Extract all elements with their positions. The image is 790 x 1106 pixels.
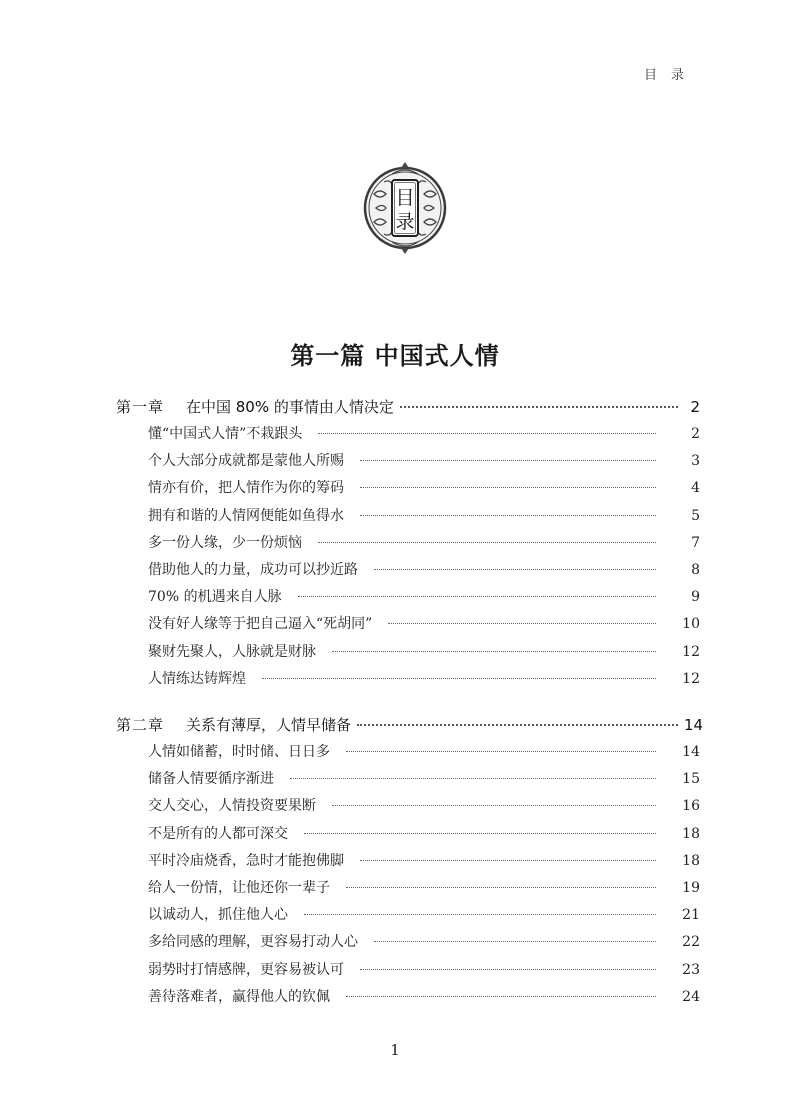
dot-leader xyxy=(304,914,656,915)
toc-entry[interactable] xyxy=(148,795,700,822)
entry-title: 善待落难者，赢得他人的钦佩 xyxy=(148,988,330,1005)
toc-entry[interactable] xyxy=(148,559,700,586)
dot-leader xyxy=(400,406,678,408)
toc-chapter-2 xyxy=(116,714,704,1013)
entry-page: 2 xyxy=(691,426,700,442)
entry-page: 18 xyxy=(682,825,700,842)
dot-leader xyxy=(388,623,656,624)
toc-entry[interactable] xyxy=(148,505,700,532)
entry-title: 聚财先聚人，人脉就是财脉 xyxy=(148,643,316,660)
entry-title: 给人一份情，让他还你一辈子 xyxy=(148,879,330,896)
entry-page: 24 xyxy=(682,988,700,1005)
entry-page: 23 xyxy=(682,961,700,978)
emblem-char-2: 录 xyxy=(395,211,415,233)
dot-leader xyxy=(346,887,656,888)
entry-page: 15 xyxy=(682,771,700,788)
running-header: 目录 xyxy=(643,68,698,83)
toc-chapter-1 xyxy=(116,396,700,695)
toc-entry[interactable] xyxy=(148,477,700,504)
toc-entry[interactable] xyxy=(148,586,700,613)
entry-page: 4 xyxy=(691,480,700,497)
toc-entry[interactable] xyxy=(148,986,700,1013)
toc-entry[interactable] xyxy=(148,641,700,668)
entry-title: 多一份人缘，少一份烦恼 xyxy=(148,534,302,551)
dot-leader xyxy=(346,996,656,997)
entry-title: 不是所有的人都可深交 xyxy=(148,825,288,842)
entry-page: 5 xyxy=(691,507,700,524)
entry-title: 没有好人缘等于把自己逼入“死胡同” xyxy=(148,616,373,633)
toc-entry[interactable] xyxy=(148,823,700,850)
entry-page: 19 xyxy=(682,879,700,896)
chapter-number: 第一章 xyxy=(116,398,165,416)
dot-leader xyxy=(332,651,656,652)
entry-page: 16 xyxy=(682,798,700,815)
entry-title: 人情如储蓄，时时储、日日多 xyxy=(148,744,330,760)
entry-title: 储备人情要循序渐进 xyxy=(148,771,274,788)
toc-entry[interactable] xyxy=(148,532,700,559)
toc-entry[interactable] xyxy=(148,877,700,904)
toc-entry[interactable] xyxy=(148,904,700,931)
entry-page: 3 xyxy=(691,453,700,470)
entry-title: 以诚动人，抓住他人心 xyxy=(148,907,288,924)
dot-leader xyxy=(360,460,656,461)
entry-title: 平时冷庙烧香，急时才能抱佛脚 xyxy=(148,852,344,869)
dot-leader xyxy=(298,596,656,597)
entry-title: 借助他人的力量，成功可以抄近路 xyxy=(148,561,358,578)
dot-leader xyxy=(360,969,656,970)
dot-leader xyxy=(346,751,656,752)
toc-entry[interactable] xyxy=(148,959,700,986)
toc-entry[interactable] xyxy=(148,741,700,768)
entry-page: 12 xyxy=(682,670,700,687)
entry-title: 70% 的机遇来自人脉 xyxy=(148,589,282,606)
dot-leader xyxy=(318,542,656,543)
entry-page: 7 xyxy=(691,534,700,551)
entry-title: 交人交心，人情投资要果断 xyxy=(148,798,316,815)
dot-leader xyxy=(262,678,656,679)
dot-leader xyxy=(360,860,656,861)
toc-entry[interactable] xyxy=(148,850,700,877)
chapter-title: 关系有薄厚，人情早储备 xyxy=(186,716,352,734)
dot-leader xyxy=(332,805,656,806)
chapter-page: 14 xyxy=(684,716,704,734)
entry-page: 10 xyxy=(682,616,700,633)
entry-page: 22 xyxy=(682,934,700,951)
entry-page: 12 xyxy=(682,643,700,660)
entry-title: 懂“中国式人情”不栽跟头 xyxy=(148,426,303,442)
chapter-page: 2 xyxy=(690,398,700,416)
entry-page: 18 xyxy=(682,852,700,869)
toc-entry[interactable] xyxy=(148,768,700,795)
toc-entry[interactable] xyxy=(148,613,700,640)
toc-emblem xyxy=(362,158,448,258)
toc-entry[interactable] xyxy=(148,450,700,477)
entry-title: 拥有和谐的人情网便能如鱼得水 xyxy=(148,507,344,524)
dot-leader xyxy=(360,487,656,488)
chapter-number: 第二章 xyxy=(116,716,165,734)
entry-title: 个人大部分成就都是蒙他人所赐 xyxy=(148,453,344,470)
dot-leader xyxy=(360,515,656,516)
emblem-char-1: 目 xyxy=(395,187,415,209)
chapter-heading[interactable] xyxy=(116,714,704,741)
dot-leader xyxy=(304,833,656,834)
dot-leader xyxy=(357,724,678,726)
dot-leader xyxy=(318,433,656,434)
toc-entry[interactable] xyxy=(148,931,700,958)
page-number: 1 xyxy=(390,1041,400,1059)
chapter-title: 在中国 80% 的事情由人情决定 xyxy=(186,398,394,416)
entry-title: 情亦有价，把人情作为你的筹码 xyxy=(148,480,344,497)
toc-entry[interactable] xyxy=(148,668,700,695)
entry-title: 人情练达铸辉煌 xyxy=(148,670,246,687)
entry-page: 8 xyxy=(691,561,700,578)
dot-leader xyxy=(374,941,656,942)
entry-title: 多给同感的理解，更容易打动人心 xyxy=(148,934,358,951)
entry-title: 弱势时打情感牌，更容易被认可 xyxy=(148,961,344,978)
toc-entry[interactable] xyxy=(148,423,700,450)
chapter-heading[interactable] xyxy=(116,396,700,423)
dot-leader xyxy=(374,569,656,570)
part-title: 第一篇 中国式人情 xyxy=(290,341,500,370)
dot-leader xyxy=(290,778,656,779)
entry-page: 9 xyxy=(691,589,700,606)
entry-page: 21 xyxy=(682,907,700,924)
entry-page: 14 xyxy=(682,744,700,760)
